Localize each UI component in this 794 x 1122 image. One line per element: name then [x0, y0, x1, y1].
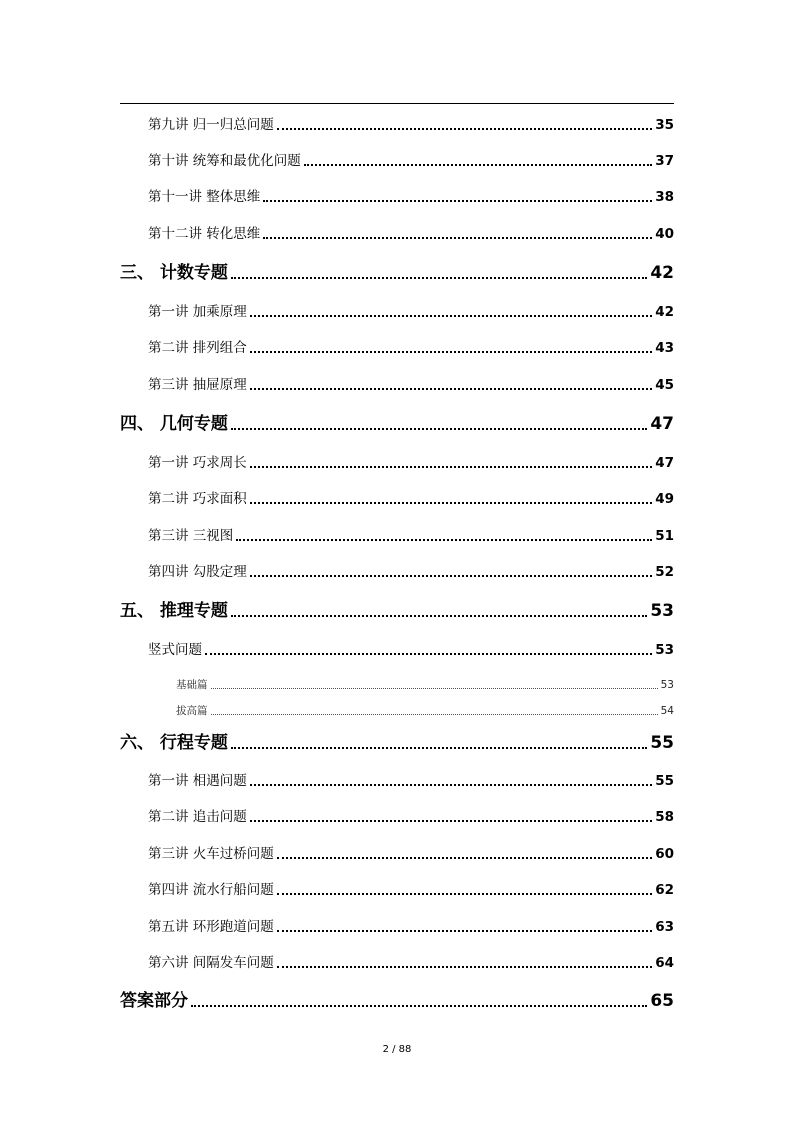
toc-entry-page: 63 — [655, 919, 674, 935]
toc-entry-page: 60 — [655, 846, 674, 862]
toc-entry-page: 47 — [655, 455, 674, 471]
toc-subentry-label: 基础篇 — [176, 679, 208, 691]
dot-leader — [211, 688, 658, 689]
toc-entry-label: 第二讲 巧求面积 — [148, 491, 247, 507]
toc-entry-page: 45 — [655, 377, 674, 393]
toc-entry[interactable] — [148, 918, 674, 936]
toc-entry-page: 64 — [655, 955, 674, 971]
toc-entry-label: 第四讲 流水行船问题 — [148, 882, 274, 898]
dot-leader — [231, 428, 647, 430]
toc-chapter-page: 53 — [650, 601, 674, 621]
dot-leader — [250, 351, 652, 353]
toc-subentry[interactable] — [176, 678, 674, 692]
toc-entry-label: 第二讲 排列组合 — [148, 340, 247, 356]
dot-leader — [250, 784, 652, 786]
dot-leader — [250, 388, 652, 390]
toc-entry[interactable] — [148, 808, 674, 826]
toc-entry-label: 第九讲 归一归总问题 — [148, 117, 274, 133]
toc-entry[interactable] — [148, 845, 674, 863]
toc-entry-label: 竖式问题 — [148, 642, 202, 658]
toc-entry[interactable] — [148, 954, 674, 972]
toc-entry[interactable] — [148, 772, 674, 790]
toc-chapter-label: 答案部分 — [120, 991, 188, 1011]
toc-entry-label: 第三讲 抽屉原理 — [148, 377, 247, 393]
dot-leader — [231, 277, 647, 279]
toc-entry-page: 49 — [655, 491, 674, 507]
toc-entry[interactable] — [148, 303, 674, 321]
toc-entry-page: 62 — [655, 882, 674, 898]
toc-entry-label: 第十讲 统筹和最优化问题 — [148, 153, 301, 169]
toc-chapter-page: 47 — [650, 414, 674, 434]
toc-entry[interactable] — [148, 188, 674, 206]
toc-entry[interactable] — [148, 527, 674, 545]
toc-entry-label: 第三讲 三视图 — [148, 528, 234, 544]
toc-chapter[interactable] — [120, 413, 674, 435]
toc-entry[interactable] — [148, 152, 674, 170]
toc-chapter-page: 65 — [650, 991, 674, 1011]
page-indicator: 2 / 88 — [382, 1044, 412, 1055]
dot-leader — [277, 857, 652, 859]
toc-entry-label: 第六讲 间隔发车问题 — [148, 955, 274, 971]
toc-entry-page: 37 — [655, 153, 674, 169]
toc-entry-page: 52 — [655, 564, 674, 580]
toc-chapter-page: 55 — [650, 733, 674, 753]
dot-leader — [277, 128, 652, 130]
dot-leader — [205, 653, 652, 655]
toc-chapter-page: 42 — [650, 263, 674, 283]
toc-subentry[interactable] — [176, 704, 674, 718]
toc-entry-page: 38 — [655, 189, 674, 205]
toc-entry-page: 43 — [655, 340, 674, 356]
dot-leader — [236, 539, 652, 541]
dot-leader — [250, 502, 652, 504]
toc-entry-page: 53 — [655, 642, 674, 658]
toc-entry-label: 第十一讲 整体思维 — [148, 189, 261, 205]
toc-entry[interactable] — [148, 563, 674, 581]
toc-entry-label: 第二讲 追击问题 — [148, 809, 247, 825]
dot-leader — [277, 930, 652, 932]
toc-entry[interactable] — [148, 881, 674, 899]
toc-entry-page: 55 — [655, 773, 674, 789]
toc-entry[interactable] — [148, 376, 674, 394]
toc-entry-page: 58 — [655, 809, 674, 825]
toc-entry[interactable] — [148, 225, 674, 243]
toc-chapter-label: 三、 计数专题 — [120, 263, 228, 283]
toc-chapter-label: 四、 几何专题 — [120, 414, 228, 434]
dot-leader — [263, 200, 652, 202]
toc-chapter[interactable] — [120, 990, 674, 1012]
dot-leader — [263, 237, 652, 239]
dot-leader — [250, 466, 652, 468]
dot-leader — [304, 164, 652, 166]
dot-leader — [250, 820, 652, 822]
toc-entry[interactable] — [148, 339, 674, 357]
toc-subentry-label: 拔高篇 — [176, 705, 208, 717]
toc-entry-label: 第三讲 火车过桥问题 — [148, 846, 274, 862]
toc-chapter-label: 六、 行程专题 — [120, 733, 228, 753]
toc-entry-label: 第十二讲 转化思维 — [148, 226, 261, 242]
toc-chapter[interactable] — [120, 262, 674, 284]
dot-leader — [250, 575, 652, 577]
toc-subentry-page: 54 — [660, 705, 674, 717]
dot-leader — [191, 1005, 647, 1007]
dot-leader — [231, 615, 647, 617]
toc-chapter[interactable] — [120, 732, 674, 754]
toc-chapter[interactable] — [120, 600, 674, 622]
toc-entry-page: 40 — [655, 226, 674, 242]
toc-chapter-label: 五、 推理专题 — [120, 601, 228, 621]
dot-leader — [231, 747, 647, 749]
toc-entry-label: 第一讲 相遇问题 — [148, 773, 247, 789]
dot-leader — [277, 893, 652, 895]
toc-subentry-page: 53 — [660, 679, 674, 691]
dot-leader — [250, 315, 652, 317]
toc-entry-label: 第一讲 巧求周长 — [148, 455, 247, 471]
toc-entry-page: 35 — [655, 117, 674, 133]
toc-entry[interactable] — [148, 641, 674, 659]
toc-entry-label: 第四讲 勾股定理 — [148, 564, 247, 580]
dot-leader — [277, 966, 652, 968]
toc-entry[interactable] — [148, 490, 674, 508]
toc-entry-page: 42 — [655, 304, 674, 320]
dot-leader — [211, 714, 658, 715]
toc-entry-page: 51 — [655, 528, 674, 544]
toc-entry-label: 第一讲 加乘原理 — [148, 304, 247, 320]
toc-entry-label: 第五讲 环形跑道问题 — [148, 919, 274, 935]
toc-entry[interactable] — [148, 454, 674, 472]
toc-entry[interactable] — [148, 116, 674, 134]
